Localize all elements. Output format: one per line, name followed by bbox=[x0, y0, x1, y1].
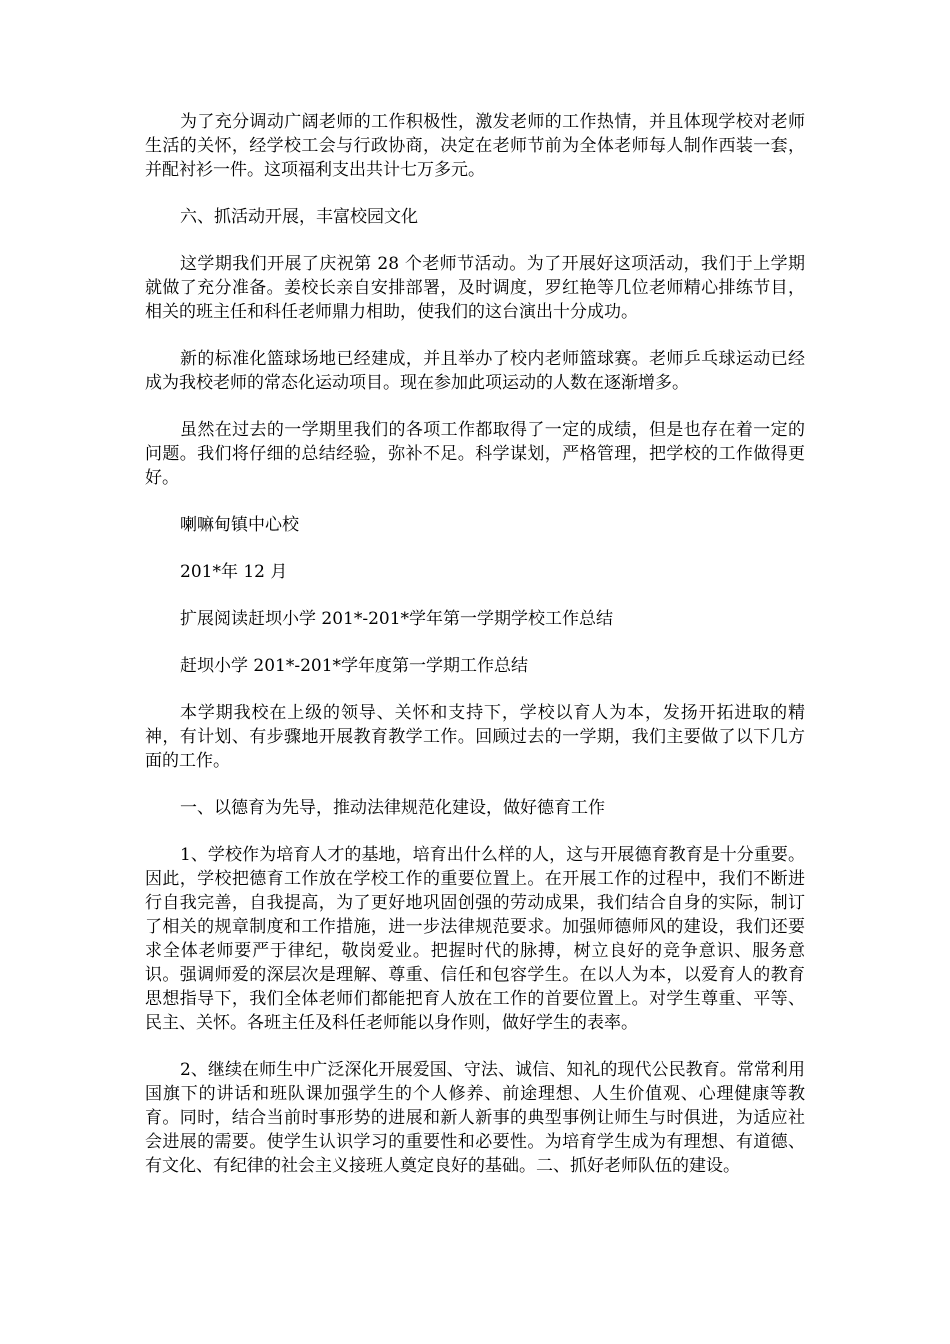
paragraph-item-2: 2、继续在师生中广泛深化开展爱国、守法、诚信、知礼的现代公民教育。常常利用国旗下的讲话和班队课加强学生的个人修养、前途理想、人生价值观、心理健康等教育。同时，结合当前时事形势的进展和新人新事的典型事例让师生与时俱进，为适应社会进展的需要。使学生认识学习的重要性和必要性。为培育学生成为有理想、有道德、有文化、有纪律的社会主义接班人奠定良好的基础。二、抓好老师队伍的建设。 bbox=[145, 1060, 805, 1176]
signature-school: 喇嘛甸镇中心校 bbox=[180, 515, 299, 535]
paragraph-intro: 本学期我校在上级的领导、关怀和支持下，学校以育人为本，发扬开拓进取的精神，有计划、有步骤地开展教育教学工作。回顾过去的一学期，我们主要做了以下几方面的工作。 bbox=[145, 703, 805, 771]
paragraph-teachers-day: 这学期我们开展了庆祝第 28 个老师节活动。为了开展好这项活动，我们于上学期就做了充分准备。姜校长亲自安排部署，及时调度，罗红艳等几位老师精心排练节目，相关的班主任和科任老师鼎力相助，使我们的这台演出十分成功。 bbox=[145, 254, 805, 322]
extended-reading-title: 扩展阅读赶坝小学 201*-201*学年第一学期学校工作总结 bbox=[180, 609, 614, 629]
section-heading-activities: 六、抓活动开展，丰富校园文化 bbox=[180, 207, 418, 227]
section-heading-moral-education: 一、以德育为先导，推动法律规范化建设，做好德育工作 bbox=[180, 798, 605, 818]
paragraph-teacher-welfare: 为了充分调动广阔老师的工作积极性，激发老师的工作热情，并且体现学校对老师生活的关怀，经学校工会与行政协商，决定在老师节前为全体老师每人制作西装一套，并配衬衫一件。这项福利支出共计七万多元。 bbox=[145, 112, 805, 180]
report-title: 赶坝小学 201*-201*学年度第一学期工作总结 bbox=[180, 656, 529, 676]
paragraph-conclusion: 虽然在过去的一学期里我们的各项工作都取得了一定的成绩，但是也存在着一定的问题。我们将仔细的总结经验，弥补不足。科学谋划，严格管理，把学校的工作做得更好。 bbox=[145, 420, 805, 488]
paragraph-basketball: 新的标准化篮球场地已经建成，并且举办了校内老师篮球赛。老师乒乓球运动已经成为我校老师的常态化运动项目。现在参加此项运动的人数在逐渐增多。 bbox=[145, 349, 805, 393]
signature-date: 201*年 12 月 bbox=[180, 562, 288, 582]
document-page bbox=[145, 110, 805, 1201]
paragraph-item-1: 1、学校作为培育人才的基地，培育出什么样的人，这与开展德育教育是十分重要。因此，学校把德育工作放在学校工作的重要位置上。在开展工作的过程中，我们不断进行自我完善，自我提高，为了更好地巩固创强的劳动成果，我们结合自身的实际，制订了相关的规章制度和工作措施，进一步法律规范要求。加强师德师风的建设，我们还要求全体老师要严于律纪，敬岗爱业。把握时代的脉搏，树立良好的竞争意识、服务意识。强调师爱的深层次是理解、尊重、信任和包容学生。在以人为本，以爱育人的教育思想指导下，我们全体老师们都能把育人放在工作的首要位置上。对学生尊重、平等、民主、关怀。各班主任及科任老师能以身作则，做好学生的表率。 bbox=[145, 845, 805, 1033]
